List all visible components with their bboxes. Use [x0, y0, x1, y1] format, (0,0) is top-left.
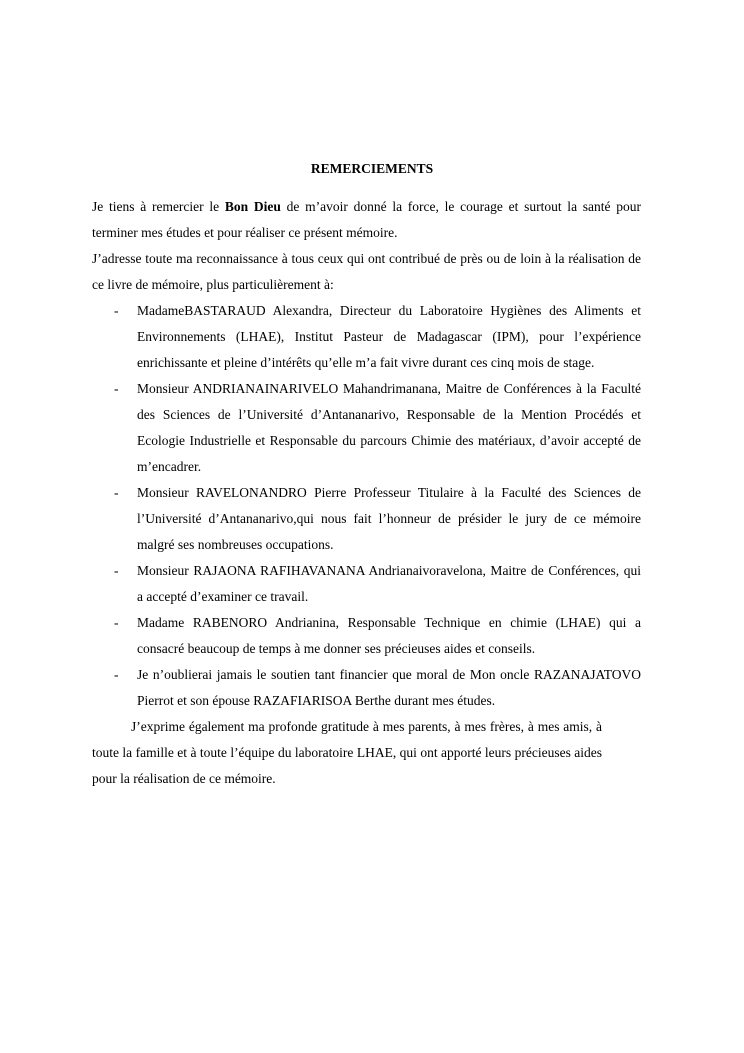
page-title: REMERCIEMENTS	[310, 161, 434, 176]
list-item-text: Madame RABENORO Andrianina, Responsable Technique en chimie (LHAE) qui a consacré beaucoup de temps à me donner ses précieuses aides et conseils.	[137, 615, 641, 656]
list-item-text: Monsieur RAVELONANDRO Pierre Professeur Titulaire à la Faculté des Sciences de l’Université d’Antananarivo,qui nous fait l’honneur de présider le jury de ce mémoire malgré ses nombreuses occupations.	[137, 485, 641, 552]
list-item	[92, 610, 641, 662]
intro-bold-name: Bon Dieu	[224, 199, 281, 214]
list-item	[92, 480, 641, 558]
intro-text-start: Je tiens à remercier le	[92, 199, 225, 214]
list-item-text: Je n’oublierai jamais le soutien tant financier que moral de Mon oncle RAZANAJATOVO Pierrot et son épouse RAZAFIARISOA Berthe durant mes études.	[137, 667, 641, 708]
list-item	[92, 376, 641, 480]
list-dash: -	[114, 667, 119, 682]
list-dash: -	[114, 563, 119, 578]
list-item-text: Monsieur ANDRIANAINARIVELO Mahandrimanana, Maitre de Conférences à la Faculté des Sciences de l’Université d’Antananarivo, Responsable de la Mention Procédés et Ecologie Industrielle et Responsable du parcours Chimie des matériaux, d’avoir accepté de m’encadrer.	[137, 381, 641, 474]
list-item	[92, 558, 641, 610]
list-item-text: MadameBASTARAUD Alexandra, Directeur du Laboratoire Hygiènes des Aliments et Environnements (LHAE), Institut Pasteur de Madagascar (IPM), pour l’expérience enrichissante et pleine d’intérêts qu’elle m’a fait vivre durant ces cinq mois de stage.	[137, 303, 641, 370]
second-paragraph: J’adresse toute ma reconnaissance à tous ceux qui ont contribué de près ou de loin à la réalisation de ce livre de mémoire, plus particulièrement à:	[92, 251, 641, 292]
list-item	[92, 662, 641, 714]
closing-text: J’exprime également ma profonde gratitude à mes parents, à mes frères, à mes amis, à toute la famille et à toute l’équipe du laboratoire LHAE, qui ont apporté leurs précieuses aides pour la réalisation de ce mémoire.	[92, 719, 602, 786]
list-dash: -	[114, 303, 119, 318]
list-item-text: Monsieur RAJAONA RAFIHAVANANA Andrianaivoravelona, Maitre de Conférences, qui a accepté d’examiner ce travail.	[137, 563, 641, 604]
intro-paragraph	[92, 194, 641, 246]
acknowledgements-body	[92, 194, 641, 792]
acknowledgement-list	[92, 298, 641, 714]
closing-paragraph	[92, 714, 602, 792]
intro-text-end: de m’avoir donné la force, le courage et surtout la santé pour terminer mes études et pour réaliser ce présent mémoire.	[92, 199, 642, 240]
list-dash: -	[114, 381, 119, 396]
list-item	[92, 298, 641, 376]
list-dash: -	[114, 615, 119, 630]
list-dash: -	[114, 485, 119, 500]
